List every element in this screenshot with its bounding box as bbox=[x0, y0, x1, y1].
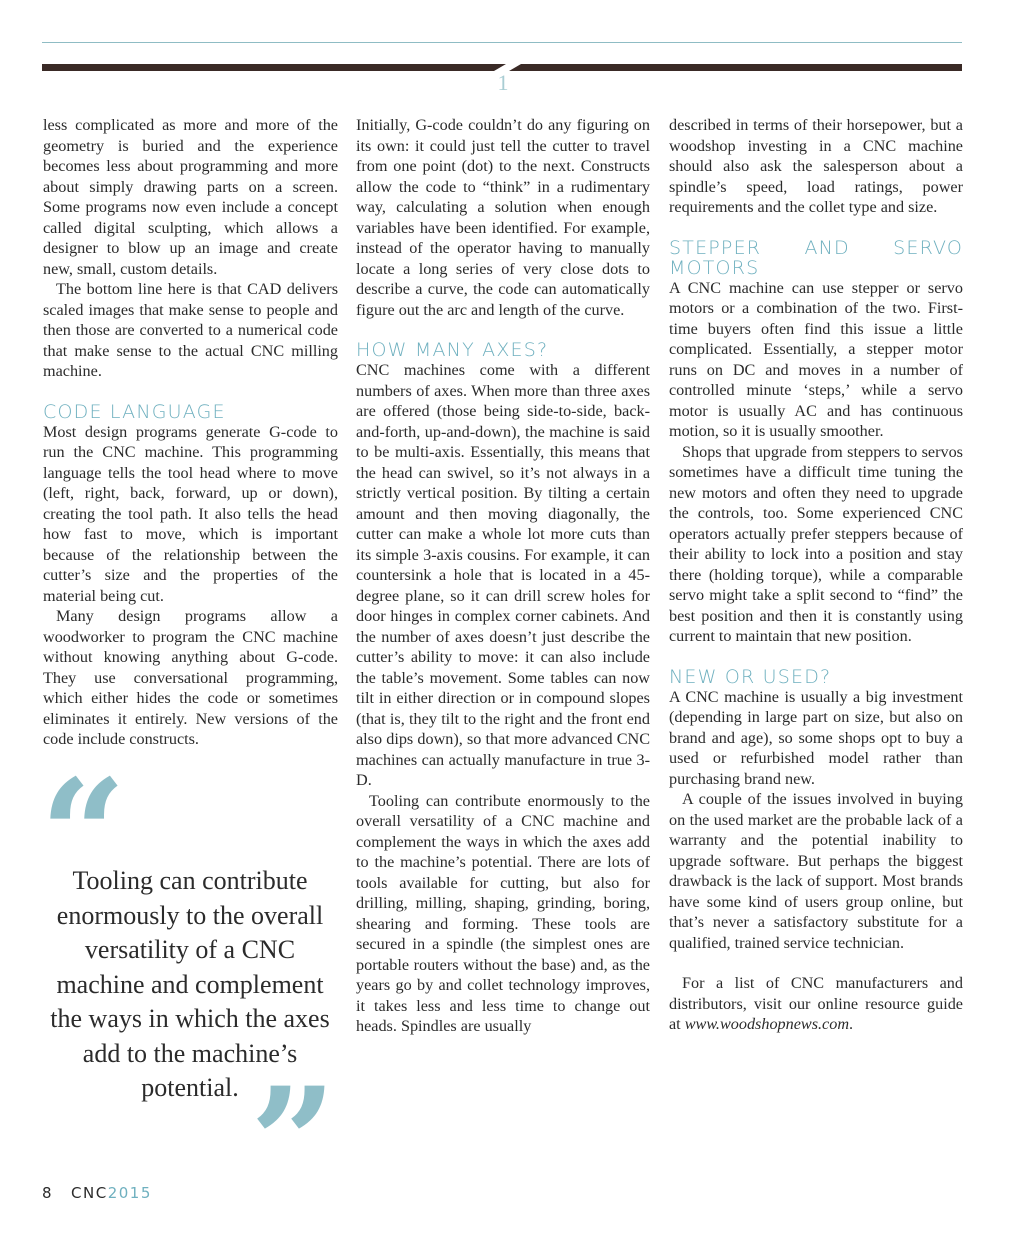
pull-quote: Tooling can contribute enormously to the overall versatility of a CNC machine and complement the ways in which the axes add to the machine’s potential. bbox=[50, 866, 330, 1102]
section-heading-stepper-servo: STEPPER AND SERVO MOTORS bbox=[669, 236, 963, 279]
paragraph: A CNC machine is usually a big investment (depending in large part on size, but also on brand and age), so some shops opt to buy a used or refurbished model rather than purchasing brand new. bbox=[669, 687, 963, 788]
paragraph: Tooling can contribute enormously to the overall versatility of a CNC machine and complement the ways in which the axes add to the machine’s potential. There are lots of tools available for cutting, but also for drilling, milling, shaping, grinding, boring, shearing and forming. These tools are secured in a spindle (the simplest ones are portable routers without the base) and, as the years go by and collet technology improves, it takes less and less time to change out heads. Spindles are usually bbox=[356, 791, 650, 1035]
open-quote-icon: “ bbox=[40, 747, 127, 923]
footer bbox=[42, 1184, 152, 1202]
paragraph: A couple of the issues involved in buying on the used market are the probable lack of a warranty and the potential inability to upgrade software. But perhaps the biggest drawback is the lack of support. Most brands have some kind of users group online, but that’s never a satisfactory substitute for a qualified, trained service technician. bbox=[669, 790, 963, 952]
header-bar-left bbox=[42, 64, 494, 71]
magazine-year: 2015 bbox=[107, 1184, 152, 1202]
section-heading-code-language: CODE LANGUAGE bbox=[43, 400, 226, 423]
paragraph: CNC machines come with a different numbers of axes. When more than three axes are offered (those being side-to-side, back-and-forth, up-and-down), the machine is said to be multi-axis. Essentially, this means that the head can swivel, so it’s not always in a strictly vertical position. By tilting a certain amount and then moving diagonally, the cutter can make a whole lot more cuts than its simple 3-axis cousins. For example, it can countersink a hole that is located in a 45-degree plane, so it can drill screw holes for door hinges in complex corner cabinets. And the number of axes doesn’t just describe the cutter’s ability to move: it can also include the table’s movement. Some tables can now tilt in either direction or in compound slopes (that is, they tilt to the right and the front end also dips down), so that more advanced CNC machines can actually manufacture in true 3-D. bbox=[356, 361, 650, 789]
spacer bbox=[669, 953, 963, 973]
column-2 bbox=[356, 115, 650, 1037]
section-heading-new-or-used: NEW OR USED? bbox=[669, 665, 832, 688]
paragraph: Shops that upgrade from steppers to servos sometimes have a difficult time tuning the new motors and often they need to upgrade the controls, too. Some experienced CNC operators actually prefer steppers because of their ability to lock into a position and stay there (holding torque), while a comparable servo might take a split second to “find” the best position and then it is constantly using current to maintain that new position. bbox=[669, 442, 963, 645]
paragraph: A CNC machine can use stepper or servo motors or a combination of the two. First-time buyers often find this issue a little complicated. Essentially, a stepper motor runs on DC and moves in a number of controlled minute ‘steps,’ while a servo motor is usually AC and has continuous motion, so it is usually smoother. bbox=[669, 278, 963, 440]
close-quote-icon: ” bbox=[250, 1055, 337, 1231]
header-page-mark: 1 bbox=[497, 70, 509, 95]
column-1 bbox=[43, 115, 338, 750]
page-number: 8 bbox=[42, 1184, 54, 1202]
resource-link[interactable]: www.woodshopnews.com bbox=[684, 1015, 850, 1033]
paragraph: Initially, G-code couldn’t do any figuring on its own: it could just tell the cutter to travel from one point (dot) to the next. Constructs allow the code to “think” in a rudimentary way, calculating a solution when enough variables have been identified. For example, instead of the operator having to manually locate a long series of very close dots to describe a curve, the code can automatically figure out the arc and length of the curve. bbox=[356, 116, 650, 319]
paragraph: less complicated as more and more of the geometry is buried and the experience becomes less about programming and more about simply drawing parts on a screen. Some programs now even include a concept called digital sculpting, which allows a designer to blow up an image and create new, small, custom details. bbox=[43, 116, 338, 278]
header-bar-right bbox=[521, 64, 962, 71]
resource-end: . bbox=[849, 1015, 854, 1033]
paragraph: described in terms of their horsepower, but a woodshop investing in a CNC machine should also ask the salesperson about a spindle’s speed, load ratings, power requirements and the collet type and size. bbox=[669, 116, 963, 216]
column-3 bbox=[669, 115, 963, 1035]
paragraph: The bottom line here is that CAD delivers scaled images that make sense to people and then those are converted to a numerical code that make sense to the actual CNC milling machine. bbox=[43, 280, 338, 380]
top-rule bbox=[42, 42, 962, 43]
resource-paragraph bbox=[669, 973, 963, 1035]
magazine-name: CNC bbox=[71, 1184, 108, 1202]
section-heading-how-many-axes: HOW MANY AXES? bbox=[356, 339, 549, 361]
paragraph: Most design programs generate G-code to run the CNC machine. This programming language tells the tool head where to move (left, right, back, forward, up or down), creating the tool path. It also tells the head how fast to move, which is important because of the relationship between the cutter’s size and the properties of the material being cut. bbox=[43, 422, 338, 605]
resource-text: For a list of CNC manufacturers and distributors, visit our online resource guide at bbox=[669, 974, 963, 1033]
paragraph: Many design programs allow a woodworker to program the CNC machine without knowing anything about G-code. They use conversational programming, which either hides the code or sometimes eliminates it entirely. New versions of the code include constructs. bbox=[43, 607, 338, 748]
